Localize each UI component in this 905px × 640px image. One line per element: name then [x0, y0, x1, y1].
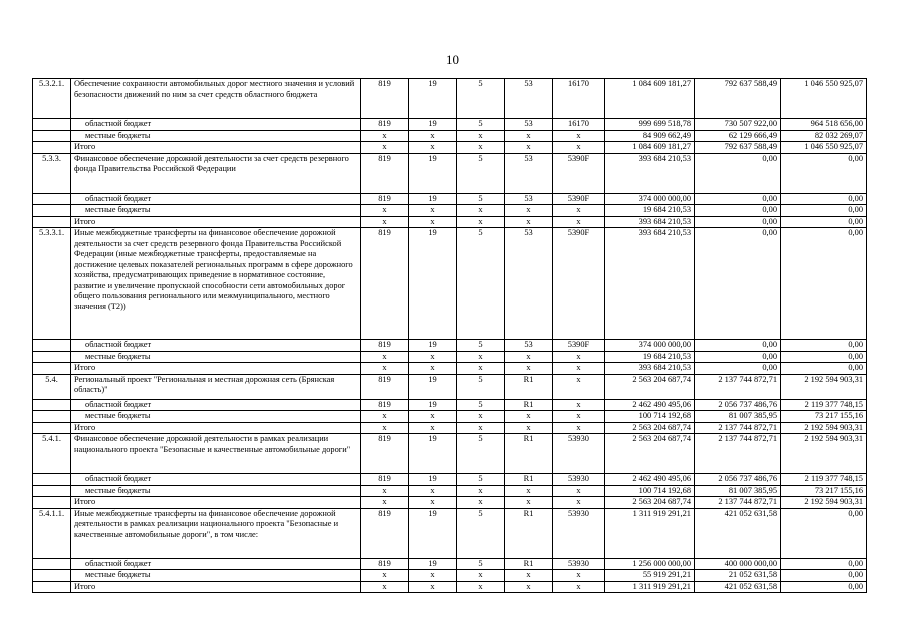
cell-gp: x — [361, 497, 409, 509]
cell-amount-year3: 0,00 — [781, 558, 867, 570]
row-code — [33, 119, 71, 131]
row-code — [33, 422, 71, 434]
cell-subprogram: 5 — [457, 79, 505, 119]
cell-amount-year3: 73 217 155,16 — [781, 411, 867, 423]
cell-amount-year3: 0,00 — [781, 363, 867, 375]
row-description: Региональный проект "Региональная и местная дорожная сеть (Брянская область)" — [71, 374, 361, 399]
cell-direction: 5390F — [553, 340, 605, 352]
cell-section: x — [409, 351, 457, 363]
cell-event: 53 — [505, 153, 553, 193]
table-row — [33, 434, 867, 474]
cell-amount-year2: 0,00 — [695, 216, 781, 228]
cell-section: 19 — [409, 374, 457, 399]
table-row — [33, 351, 867, 363]
cell-subprogram: 5 — [457, 153, 505, 193]
row-description: областной бюджет — [71, 474, 361, 486]
cell-direction: 5390F — [553, 193, 605, 205]
cell-amount-year3: 1 046 550 925,07 — [781, 142, 867, 154]
cell-direction: 16170 — [553, 79, 605, 119]
cell-gp: x — [361, 216, 409, 228]
cell-gp: 819 — [361, 153, 409, 193]
row-code — [33, 399, 71, 411]
cell-event: R1 — [505, 399, 553, 411]
cell-subprogram: x — [457, 142, 505, 154]
cell-subprogram: 5 — [457, 558, 505, 570]
row-description: Итого — [71, 497, 361, 509]
cell-amount-year1: 2 563 204 687,74 — [605, 374, 695, 399]
cell-amount-year3: 0,00 — [781, 340, 867, 352]
cell-gp: 819 — [361, 558, 409, 570]
page-number: 10 — [446, 52, 459, 67]
cell-amount-year3: 0,00 — [781, 205, 867, 217]
cell-subprogram: x — [457, 205, 505, 217]
table-row — [33, 558, 867, 570]
cell-subprogram: 5 — [457, 434, 505, 474]
cell-gp: 819 — [361, 193, 409, 205]
cell-section: x — [409, 205, 457, 217]
cell-direction: x — [553, 205, 605, 217]
table-row — [33, 340, 867, 352]
cell-amount-year2: 421 052 631,58 — [695, 581, 781, 593]
table-row — [33, 581, 867, 593]
cell-section: 19 — [409, 399, 457, 411]
table-row — [33, 228, 867, 340]
cell-subprogram: x — [457, 130, 505, 142]
cell-subprogram: x — [457, 216, 505, 228]
cell-amount-year2: 400 000 000,00 — [695, 558, 781, 570]
cell-direction: x — [553, 374, 605, 399]
cell-amount-year3: 82 032 269,07 — [781, 130, 867, 142]
cell-amount-year2: 730 507 922,00 — [695, 119, 781, 131]
cell-section: x — [409, 216, 457, 228]
row-description: местные бюджеты — [71, 205, 361, 217]
row-code — [33, 558, 71, 570]
cell-event: x — [505, 130, 553, 142]
cell-section: 19 — [409, 79, 457, 119]
cell-amount-year1: 2 462 490 495,06 — [605, 474, 695, 486]
cell-gp: 819 — [361, 474, 409, 486]
cell-amount-year2: 0,00 — [695, 153, 781, 193]
row-description: местные бюджеты — [71, 351, 361, 363]
table-row — [33, 497, 867, 509]
cell-gp: 819 — [361, 508, 409, 558]
table-row — [33, 142, 867, 154]
cell-amount-year1: 2 563 204 687,74 — [605, 497, 695, 509]
row-code — [33, 340, 71, 352]
cell-amount-year3: 2 119 377 748,15 — [781, 399, 867, 411]
row-code — [33, 216, 71, 228]
cell-subprogram: 5 — [457, 508, 505, 558]
cell-direction: 53930 — [553, 474, 605, 486]
cell-event: R1 — [505, 558, 553, 570]
cell-subprogram: x — [457, 422, 505, 434]
cell-event: x — [505, 497, 553, 509]
cell-event: x — [505, 142, 553, 154]
cell-event: x — [505, 422, 553, 434]
cell-amount-year3: 2 192 594 903,31 — [781, 374, 867, 399]
cell-direction: 5390F — [553, 153, 605, 193]
cell-amount-year1: 100 714 192,68 — [605, 411, 695, 423]
cell-gp: 819 — [361, 399, 409, 411]
cell-section: 19 — [409, 558, 457, 570]
cell-amount-year2: 792 637 588,49 — [695, 79, 781, 119]
budget-table — [32, 78, 867, 593]
row-description: Итого — [71, 363, 361, 375]
cell-gp: x — [361, 485, 409, 497]
table-row — [33, 485, 867, 497]
cell-section: 19 — [409, 193, 457, 205]
table-row — [33, 79, 867, 119]
cell-direction: 16170 — [553, 119, 605, 131]
cell-event: 53 — [505, 193, 553, 205]
cell-amount-year2: 81 007 385,95 — [695, 411, 781, 423]
cell-amount-year1: 2 563 204 687,74 — [605, 434, 695, 474]
cell-amount-year2: 81 007 385,95 — [695, 485, 781, 497]
cell-subprogram: x — [457, 485, 505, 497]
cell-subprogram: 5 — [457, 399, 505, 411]
table-row — [33, 216, 867, 228]
cell-direction: x — [553, 363, 605, 375]
cell-subprogram: 5 — [457, 193, 505, 205]
row-code: 5.4.1.1. — [33, 508, 71, 558]
cell-amount-year2: 0,00 — [695, 193, 781, 205]
table-row — [33, 193, 867, 205]
row-code — [33, 474, 71, 486]
cell-gp: x — [361, 581, 409, 593]
row-code — [33, 581, 71, 593]
cell-section: x — [409, 363, 457, 375]
row-description: местные бюджеты — [71, 570, 361, 582]
cell-event: R1 — [505, 508, 553, 558]
row-description: областной бюджет — [71, 340, 361, 352]
cell-amount-year2: 421 052 631,58 — [695, 508, 781, 558]
cell-direction: 53930 — [553, 558, 605, 570]
cell-gp: x — [361, 570, 409, 582]
cell-gp: x — [361, 205, 409, 217]
cell-amount-year2: 2 137 744 872,71 — [695, 422, 781, 434]
cell-amount-year1: 1 084 609 181,27 — [605, 142, 695, 154]
cell-amount-year2: 2 137 744 872,71 — [695, 374, 781, 399]
row-code: 5.3.2.1. — [33, 79, 71, 119]
cell-amount-year1: 393 684 210,53 — [605, 153, 695, 193]
cell-amount-year1: 374 000 000,00 — [605, 340, 695, 352]
cell-amount-year3: 0,00 — [781, 351, 867, 363]
cell-direction: 53930 — [553, 434, 605, 474]
cell-amount-year2: 62 129 666,49 — [695, 130, 781, 142]
row-description: местные бюджеты — [71, 130, 361, 142]
table-row — [33, 411, 867, 423]
table-row — [33, 422, 867, 434]
cell-direction: 53930 — [553, 508, 605, 558]
cell-subprogram: x — [457, 363, 505, 375]
cell-amount-year2: 2 056 737 486,76 — [695, 399, 781, 411]
cell-section: x — [409, 570, 457, 582]
row-code: 5.3.3. — [33, 153, 71, 193]
row-code: 5.3.3.1. — [33, 228, 71, 340]
cell-amount-year1: 2 462 490 495,06 — [605, 399, 695, 411]
cell-section: x — [409, 497, 457, 509]
cell-amount-year1: 100 714 192,68 — [605, 485, 695, 497]
row-code — [33, 485, 71, 497]
cell-amount-year3: 2 192 594 903,31 — [781, 422, 867, 434]
row-description: областной бюджет — [71, 558, 361, 570]
cell-gp: x — [361, 130, 409, 142]
cell-section: x — [409, 581, 457, 593]
cell-amount-year2: 0,00 — [695, 363, 781, 375]
cell-subprogram: x — [457, 497, 505, 509]
cell-section: 19 — [409, 228, 457, 340]
cell-event: 53 — [505, 119, 553, 131]
cell-gp: 819 — [361, 119, 409, 131]
cell-gp: x — [361, 363, 409, 375]
cell-gp: 819 — [361, 434, 409, 474]
table-row — [33, 153, 867, 193]
cell-amount-year3: 0,00 — [781, 153, 867, 193]
cell-direction: x — [553, 399, 605, 411]
row-code: 5.4.1. — [33, 434, 71, 474]
cell-amount-year1: 2 563 204 687,74 — [605, 422, 695, 434]
cell-amount-year2: 21 052 631,58 — [695, 570, 781, 582]
cell-event: x — [505, 485, 553, 497]
cell-section: x — [409, 130, 457, 142]
cell-direction: x — [553, 142, 605, 154]
cell-event: R1 — [505, 374, 553, 399]
cell-amount-year2: 2 137 744 872,71 — [695, 434, 781, 474]
cell-amount-year3: 0,00 — [781, 193, 867, 205]
cell-direction: x — [553, 130, 605, 142]
cell-subprogram: x — [457, 411, 505, 423]
cell-subprogram: 5 — [457, 340, 505, 352]
cell-amount-year3: 73 217 155,16 — [781, 485, 867, 497]
row-code — [33, 142, 71, 154]
cell-subprogram: x — [457, 581, 505, 593]
row-code — [33, 130, 71, 142]
cell-direction: x — [553, 411, 605, 423]
row-code — [33, 497, 71, 509]
cell-direction: x — [553, 351, 605, 363]
cell-amount-year2: 0,00 — [695, 228, 781, 340]
cell-direction: x — [553, 497, 605, 509]
cell-event: 53 — [505, 79, 553, 119]
cell-subprogram: 5 — [457, 119, 505, 131]
cell-subprogram: 5 — [457, 374, 505, 399]
row-description: Итого — [71, 142, 361, 154]
cell-amount-year3: 0,00 — [781, 508, 867, 558]
row-code — [33, 205, 71, 217]
cell-amount-year2: 0,00 — [695, 351, 781, 363]
cell-direction: x — [553, 422, 605, 434]
row-code: 5.4. — [33, 374, 71, 399]
cell-event: x — [505, 351, 553, 363]
row-description: Финансовое обеспечение дорожной деятельности в рамках реализации национального проекта "Безопасные и качественные автомобильные дороги" — [71, 434, 361, 474]
cell-amount-year3: 0,00 — [781, 228, 867, 340]
cell-amount-year1: 19 684 210,53 — [605, 351, 695, 363]
row-description: Итого — [71, 422, 361, 434]
row-description: областной бюджет — [71, 193, 361, 205]
row-description: Обеспечение сохранности автомобильных дорог местного значения и условий безопасности движений по ним за счет средств областного бюджета — [71, 79, 361, 119]
cell-amount-year3: 1 046 550 925,07 — [781, 79, 867, 119]
cell-event: x — [505, 570, 553, 582]
row-description: Итого — [71, 581, 361, 593]
cell-amount-year3: 0,00 — [781, 216, 867, 228]
cell-amount-year1: 84 909 662,49 — [605, 130, 695, 142]
cell-amount-year3: 2 192 594 903,31 — [781, 434, 867, 474]
cell-event: R1 — [505, 434, 553, 474]
cell-amount-year1: 393 684 210,53 — [605, 363, 695, 375]
cell-event: 53 — [505, 340, 553, 352]
cell-amount-year1: 1 311 919 291,21 — [605, 508, 695, 558]
cell-amount-year3: 2 192 594 903,31 — [781, 497, 867, 509]
cell-event: x — [505, 581, 553, 593]
cell-subprogram: 5 — [457, 474, 505, 486]
row-description: Иные межбюджетные трансферты на финансовое обеспечение дорожной деятельности в рамках реализации национального проекта "Безопасные и качественные автомобильные дороги", в том числе: — [71, 508, 361, 558]
cell-event: 53 — [505, 228, 553, 340]
table-row — [33, 399, 867, 411]
cell-amount-year1: 19 684 210,53 — [605, 205, 695, 217]
cell-amount-year1: 999 699 518,78 — [605, 119, 695, 131]
cell-amount-year3: 0,00 — [781, 570, 867, 582]
cell-event: x — [505, 411, 553, 423]
cell-section: x — [409, 422, 457, 434]
cell-section: x — [409, 411, 457, 423]
cell-amount-year1: 55 919 291,21 — [605, 570, 695, 582]
row-description: областной бюджет — [71, 399, 361, 411]
cell-amount-year1: 393 684 210,53 — [605, 228, 695, 340]
cell-gp: 819 — [361, 228, 409, 340]
cell-amount-year1: 1 084 609 181,27 — [605, 79, 695, 119]
row-code — [33, 363, 71, 375]
cell-section: 19 — [409, 474, 457, 486]
row-code — [33, 570, 71, 582]
cell-event: x — [505, 216, 553, 228]
cell-amount-year1: 1 256 000 000,00 — [605, 558, 695, 570]
cell-amount-year2: 2 056 737 486,76 — [695, 474, 781, 486]
cell-direction: 5390F — [553, 228, 605, 340]
row-code — [33, 351, 71, 363]
row-description: местные бюджеты — [71, 411, 361, 423]
cell-amount-year3: 964 518 656,00 — [781, 119, 867, 131]
cell-amount-year1: 1 311 919 291,21 — [605, 581, 695, 593]
table-row — [33, 119, 867, 131]
cell-gp: x — [361, 142, 409, 154]
cell-amount-year2: 0,00 — [695, 340, 781, 352]
table-row — [33, 508, 867, 558]
cell-section: x — [409, 142, 457, 154]
table-row — [33, 474, 867, 486]
cell-event: x — [505, 205, 553, 217]
cell-section: 19 — [409, 119, 457, 131]
table-row — [33, 374, 867, 399]
cell-section: 19 — [409, 340, 457, 352]
cell-gp: 819 — [361, 374, 409, 399]
cell-section: 19 — [409, 508, 457, 558]
cell-subprogram: 5 — [457, 228, 505, 340]
cell-subprogram: x — [457, 351, 505, 363]
cell-gp: x — [361, 411, 409, 423]
cell-amount-year3: 0,00 — [781, 581, 867, 593]
cell-subprogram: x — [457, 570, 505, 582]
row-code — [33, 193, 71, 205]
row-description: Итого — [71, 216, 361, 228]
row-code — [33, 411, 71, 423]
row-description: местные бюджеты — [71, 485, 361, 497]
cell-direction: x — [553, 581, 605, 593]
cell-gp: x — [361, 351, 409, 363]
table-row — [33, 570, 867, 582]
cell-section: x — [409, 485, 457, 497]
cell-event: x — [505, 363, 553, 375]
cell-section: 19 — [409, 153, 457, 193]
row-description: Финансовое обеспечение дорожной деятельности за счет средств резервного фонда Правительства Российской Федерации — [71, 153, 361, 193]
cell-amount-year2: 792 637 588,49 — [695, 142, 781, 154]
cell-amount-year3: 2 119 377 748,15 — [781, 474, 867, 486]
cell-direction: x — [553, 570, 605, 582]
cell-gp: 819 — [361, 79, 409, 119]
table-row — [33, 130, 867, 142]
cell-section: 19 — [409, 434, 457, 474]
cell-gp: x — [361, 422, 409, 434]
cell-gp: 819 — [361, 340, 409, 352]
cell-amount-year1: 393 684 210,53 — [605, 216, 695, 228]
table-row — [33, 363, 867, 375]
row-description: областной бюджет — [71, 119, 361, 131]
table-row — [33, 205, 867, 217]
cell-direction: x — [553, 485, 605, 497]
cell-event: R1 — [505, 474, 553, 486]
cell-amount-year2: 0,00 — [695, 205, 781, 217]
cell-amount-year2: 2 137 744 872,71 — [695, 497, 781, 509]
row-description: Иные межбюджетные трансферты на финансовое обеспечение дорожной деятельности за счет средств резервного фонда Правительства Российской Федерации (иные межбюджетные трансферты, предоставляемые на достижение целевых показателей региональных программ в сфере дорожного хозяйства, предусматривающих приведение в нормативное состояние, развитие и увеличение пропускной способности сети автомобильных дорог общего пользования регионального или межмуниципального, местного значения (Т2)) — [71, 228, 361, 340]
cell-direction: x — [553, 216, 605, 228]
cell-amount-year1: 374 000 000,00 — [605, 193, 695, 205]
